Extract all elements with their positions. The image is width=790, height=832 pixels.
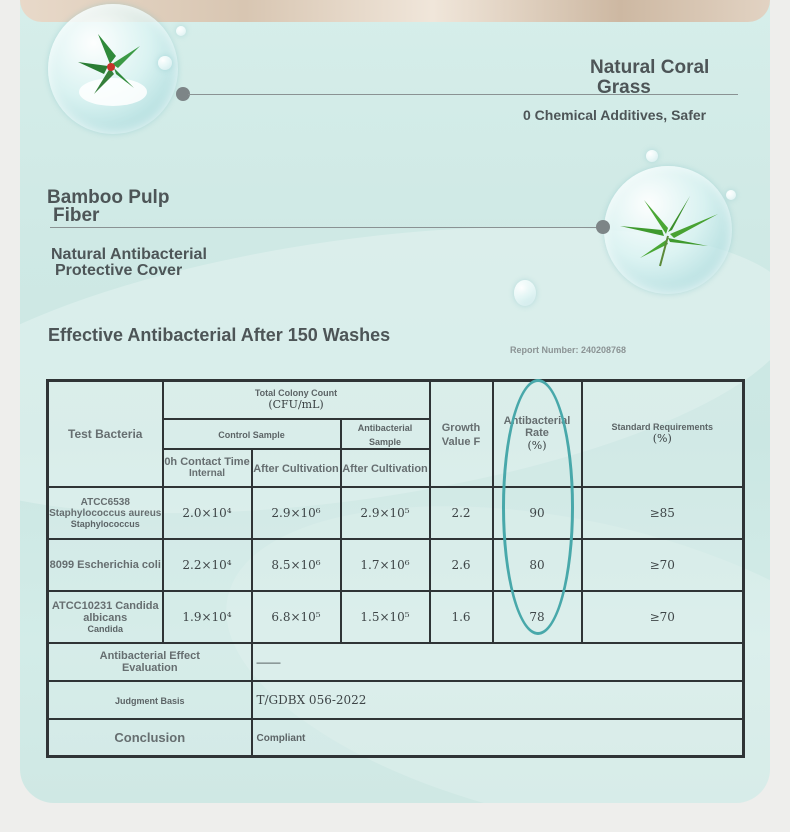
table-row	[48, 719, 744, 757]
bacteria-name: 8099 Escherichia coli	[48, 539, 163, 591]
coral-subtitle: 0 Chemical Additives, Safer	[523, 107, 707, 123]
coral-grass-bubble	[48, 4, 178, 134]
judgment-basis-label: Judgment Basis	[48, 681, 252, 719]
effect-evaluation-label: Antibacterial Effect Evaluation	[48, 643, 252, 681]
table-row	[48, 591, 744, 643]
growth-value: 1.6	[430, 591, 493, 643]
droplet	[646, 150, 658, 162]
control-0h-value: 2.0×10⁴	[163, 487, 252, 539]
control-0h-value: 1.9×10⁴	[163, 591, 252, 643]
growth-value: 2.6	[430, 539, 493, 591]
header-control-sample: Control Sample	[163, 419, 341, 449]
section-title: Effective Antibacterial After 150 Washes	[48, 325, 391, 345]
table-row	[48, 681, 744, 719]
bacteria-name: ATCC6538 Staphylococcus aureus Staphylococcus	[48, 487, 163, 539]
bacteria-name: ATCC10231 Candida albicans Candida	[48, 591, 163, 643]
control-after-value: 6.8×10⁵	[252, 591, 341, 643]
bamboo-title-line1: Bamboo Pulp	[47, 187, 170, 208]
table-row	[48, 487, 744, 539]
growth-value: 2.2	[430, 487, 493, 539]
antibacterial-rate-value: 80	[493, 539, 582, 591]
droplet	[726, 190, 736, 200]
antibacterial-after-value: 1.5×10⁵	[341, 591, 430, 643]
standard-value: ≥85	[582, 487, 744, 539]
antibacterial-rate-value: 78	[493, 591, 582, 643]
bamboo-subtitle-line1: Natural Antibacterial	[51, 246, 207, 263]
droplet	[514, 280, 536, 306]
antibacterial-after-value: 2.9×10⁵	[341, 487, 430, 539]
control-0h-value: 2.2×10⁴	[163, 539, 252, 591]
header-growth-value: Growth Value F	[430, 381, 493, 487]
antibacterial-results-table	[46, 379, 745, 758]
standard-value: ≥70	[582, 591, 744, 643]
conclusion-value: Compliant	[252, 719, 744, 757]
effect-evaluation-value: ——	[252, 643, 744, 681]
feature-dot	[596, 220, 610, 234]
header-after-cultivation-control: After Cultivation	[252, 449, 341, 487]
antibacterial-rate-value: 90	[493, 487, 582, 539]
bamboo-bubble	[604, 166, 732, 294]
coral-grass-leaf-icon	[48, 4, 178, 134]
header-standard-requirements: Standard Requirements (%)	[582, 381, 744, 487]
judgment-basis-value: T/GDBX 056-2022	[252, 681, 744, 719]
feature-line	[188, 94, 738, 95]
bamboo-leaf-icon	[604, 166, 732, 294]
conclusion-label: Conclusion	[48, 719, 252, 757]
header-0h-contact-time: 0h Contact Time Internal	[163, 449, 252, 487]
header-test-bacteria: Test Bacteria	[48, 381, 163, 487]
droplet	[158, 56, 172, 70]
table-row	[48, 539, 744, 591]
table-row	[48, 643, 744, 681]
control-after-value: 2.9×10⁶	[252, 487, 341, 539]
standard-value: ≥70	[582, 539, 744, 591]
header-total-colony: Total Colony Count (CFU/mL)	[163, 381, 430, 419]
antibacterial-rate-highlight-ring	[502, 379, 574, 635]
feature-line	[50, 227, 600, 228]
bamboo-title-line2: Fiber	[53, 205, 100, 226]
control-after-value: 8.5×10⁶	[252, 539, 341, 591]
header-after-cultivation-antibacterial: After Cultivation	[341, 449, 430, 487]
bamboo-subtitle-line2: Protective Cover	[55, 262, 183, 279]
header-antibacterial-sample: Antibacterial Sample	[341, 419, 430, 449]
header-antibacterial-rate: Antibacterial Rate (%)	[493, 381, 582, 487]
droplet	[176, 26, 186, 36]
coral-title-line2: Grass	[597, 77, 651, 98]
report-number: Report Number: 240208768	[510, 345, 627, 355]
antibacterial-after-value: 1.7×10⁶	[341, 539, 430, 591]
coral-title-line1: Natural Coral	[590, 57, 710, 78]
